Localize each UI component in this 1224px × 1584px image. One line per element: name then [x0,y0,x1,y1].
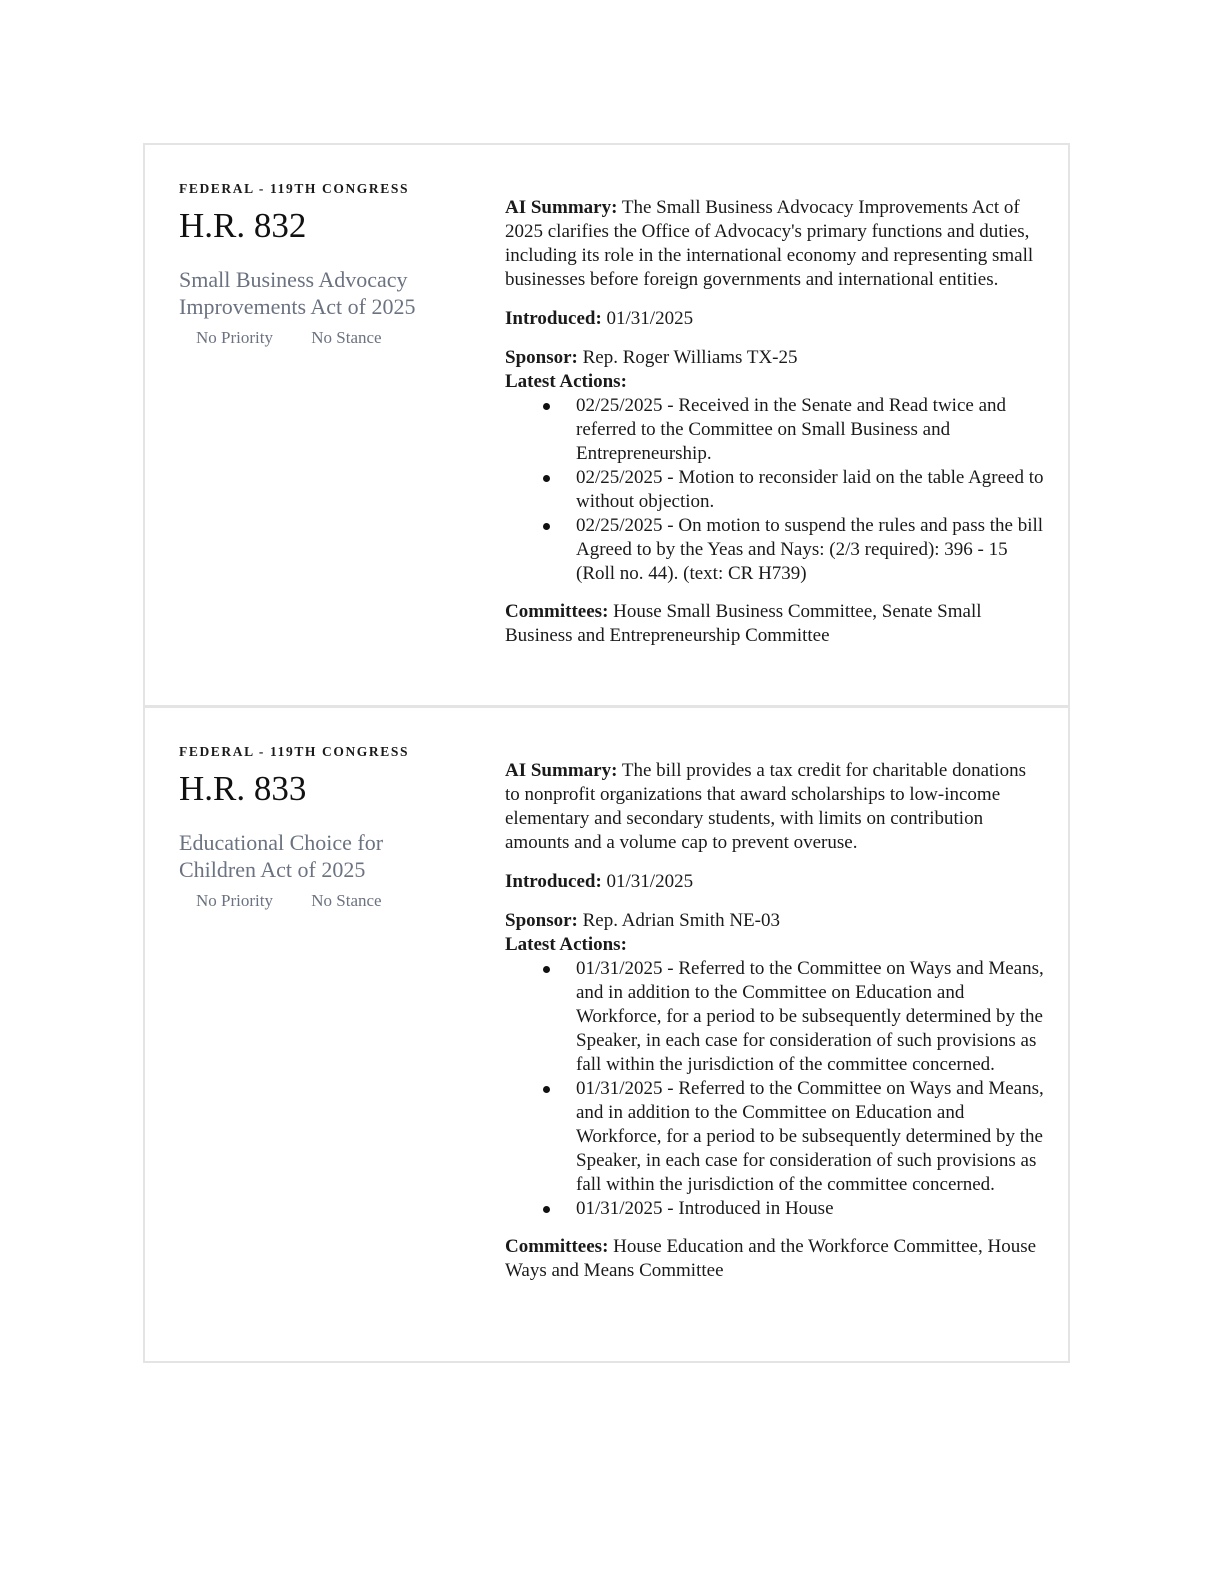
action-item: 02/25/2025 - Received in the Senate and Read twice and referred to the Committee on Small Business and Entrepreneurship. [576,394,1045,466]
introduced-label: Introduced: [505,308,602,329]
bill-number: H.R. 832 [179,205,307,245]
sponsor-name: Rep. Roger Williams TX-25 [582,347,798,368]
committees-paragraph [505,1235,1045,1283]
summary-text: The Small Business Advocacy Improvements Act of 2025 clarifies the Office of Advocacy's primary functions and duties, including its role in the international economy and representing small businesses before foreign governments and international entities. [505,197,1034,290]
sponsor-paragraph [505,909,1045,933]
sponsor-paragraph [505,346,1045,370]
action-item: 02/25/2025 - Motion to reconsider laid on the table Agreed to without objection. [576,467,1044,512]
summary-label: AI Summary: [505,197,618,218]
action-item: 02/25/2025 - On motion to suspend the rules and pass the bill Agreed to by the Yeas and Nays: (2/3 required): 396 - 15 (Roll no. 44). (text: CR H739) [576,515,1044,584]
bill-header [179,743,449,912]
bill-header [179,180,449,349]
bill-card [145,145,1068,705]
summary-text: The bill provides a tax credit for charitable donations to nonprofit organizations that award scholarships to low-income elementary and secondary students, with limits on contribution amounts and a volume cap to prevent overuse. [505,760,1026,853]
introduced-date: 01/31/2025 [606,308,694,329]
summary-paragraph [505,196,1045,292]
latest-actions-heading: Latest Actions: [505,934,627,955]
jurisdiction-label: FEDERAL - 119TH CONGRESS [179,181,410,196]
committees-text: House Small Business Committee, Senate Small Business and Entrepreneurship Committee [505,601,982,646]
summary-paragraph [505,759,1045,855]
jurisdiction-label: FEDERAL - 119TH CONGRESS [179,744,410,759]
introduced-date: 01/31/2025 [606,871,694,892]
introduced-paragraph [505,307,1045,331]
priority-label: No Priority [196,890,273,910]
stance-label: No Stance [311,890,382,910]
introduced-label: Introduced: [505,871,602,892]
latest-actions-list [505,394,1045,586]
summary-label: AI Summary: [505,760,618,781]
sponsor-label: Sponsor: [505,910,578,931]
bill-details [505,196,1045,663]
committees-paragraph [505,600,1045,648]
action-item: 01/31/2025 - Referred to the Committee on Ways and Means, and in addition to the Committee on Education and Workforce, for a period to be subsequently determined by the Speaker, in each case for consideration of such provisions as fall within the jurisdiction of the committee concerned. [576,1078,1044,1195]
action-item: 01/31/2025 - Referred to the Committee on Ways and Means, and in addition to the Committee on Education and Workforce, for a period to be subsequently determined by the Speaker, in each case for consideration of such provisions as fall within the jurisdiction of the committee concerned. [576,958,1044,1075]
bill-meta [179,327,449,349]
committees-text: House Education and the Workforce Committee, House Ways and Means Committee [505,1236,1037,1281]
stance-label: No Stance [311,327,382,347]
bill-number: H.R. 833 [179,768,307,808]
sponsor-name: Rep. Adrian Smith NE-03 [582,910,780,931]
bill-title: Small Business Advocacy Improvements Act of 2025 [179,266,416,319]
latest-actions-list [505,957,1045,1221]
bill-details [505,759,1045,1298]
committees-label: Committees: [505,1236,609,1257]
bill-title: Educational Choice for Children Act of 2025 [179,829,384,882]
action-item: 01/31/2025 - Introduced in House [576,1197,1045,1221]
bill-list [143,143,1070,1363]
bill-card [145,705,1068,1361]
introduced-paragraph [505,870,1045,894]
sponsor-label: Sponsor: [505,347,578,368]
priority-label: No Priority [196,327,273,347]
latest-actions-heading: Latest Actions: [505,371,627,392]
bill-meta [179,890,449,912]
committees-label: Committees: [505,601,609,622]
